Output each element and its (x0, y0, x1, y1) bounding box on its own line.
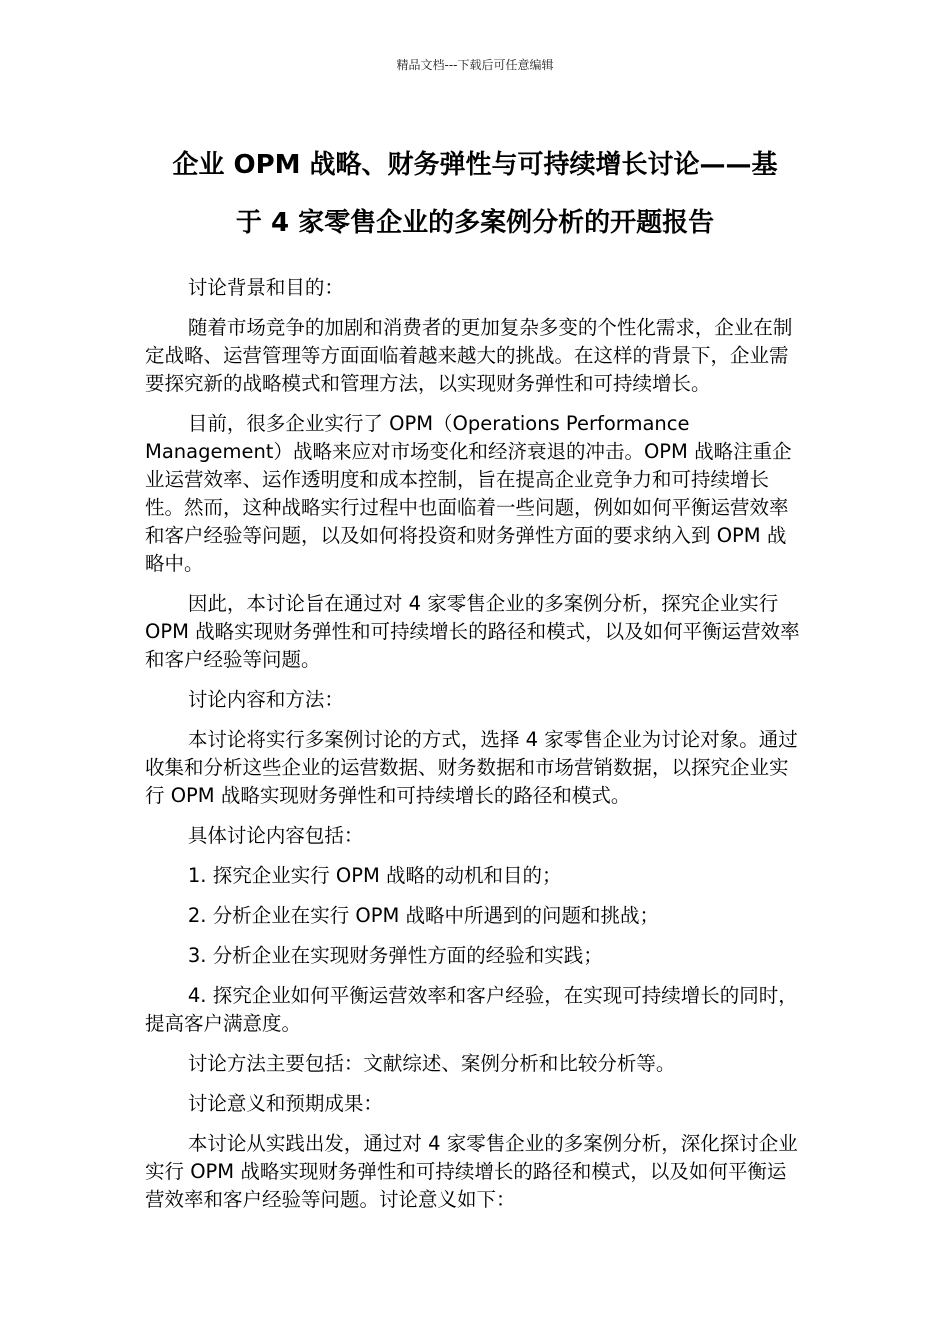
paragraph: 本讨论将实行多案例讨论的方式，选择 4 家零售企业为讨论对象。通过收集和分析这些企业的运营数据、财务数据和市场营销数据，以探究企业实行 OPM 战略实现财务弹性和可持续增长的路径和模式。 (145, 728, 798, 807)
page-header: 精品文档---下载后可任意编辑 (396, 58, 554, 72)
section-heading-background: 讨论背景和目的： (187, 276, 344, 299)
paragraph: 因此，本讨论旨在通过对 4 家零售企业的多案例分析，探究企业实行 OPM 战略实现财务弹性和可持续增长的路径和模式，以及如何平衡运营效率和客户经验等问题。 (145, 592, 800, 671)
document-body (145, 274, 805, 1226)
list-intro: 具体讨论内容包括： (187, 824, 364, 847)
title-line-2: 于 4 家零售企业的多案例分析的开题报告 (235, 208, 715, 238)
title-line-1: 企业 OPM 战略、财务弹性与可持续增长讨论——基 (172, 150, 778, 180)
document-title (120, 136, 830, 252)
list-item: 2. 分析企业在实行 OPM 战略中所遇到的问题和挑战； (187, 904, 660, 927)
paragraph: 本讨论从实践出发，通过对 4 家零售企业的多案例分析，深化探讨企业实行 OPM 战略实现财务弹性和可持续增长的路径和模式，以及如何平衡运营效率和客户经验等问题。讨论意义如下： (145, 1132, 798, 1211)
paragraph: 目前，很多企业实行了 OPM（Operations Performance Management）战略来应对市场变化和经济衰退的冲击。OPM 战略注重企业运营效率、运作透明度和成本控制，旨在提高企业竞争力和可持续增长性。然而，这种战略实行过程中也面临着一些问题，例如如何平衡运营效率和客户经验等问题，以及如何将投资和财务弹性方面的要求纳入到 OPM 战略中。 (145, 412, 792, 575)
section-heading-significance: 讨论意义和预期成果： (187, 1092, 383, 1115)
list-item: 3. 分析企业在实现财务弹性方面的经验和实践； (187, 944, 603, 967)
list-item: 1. 探究企业实行 OPM 战略的动机和目的； (187, 864, 562, 887)
paragraph: 讨论方法主要包括：文献综述、案例分析和比较分析等。 (187, 1052, 676, 1075)
list-item: 4. 探究企业如何平衡运营效率和客户经验，在实现可持续增长的同时，提高客户满意度。 (145, 984, 798, 1035)
paragraph: 随着市场竞争的加剧和消费者的更加复杂多变的个性化需求，企业在制定战略、运营管理等方面面临着越来越大的挑战。在这样的背景下，企业需要探究新的战略模式和管理方法，以实现财务弹性和可持续增长。 (145, 316, 793, 395)
section-heading-content-method: 讨论内容和方法： (187, 688, 344, 711)
